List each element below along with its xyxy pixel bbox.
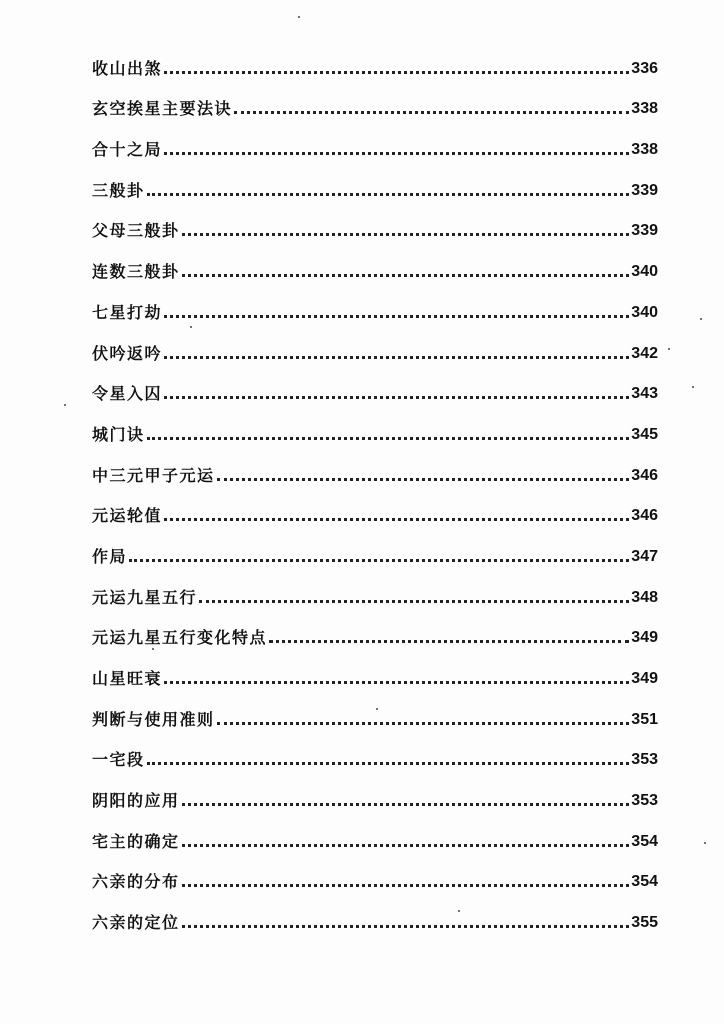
toc-entry[interactable] (92, 571, 658, 612)
toc-entry-title: 玄空挨星主要法诀 (92, 99, 233, 119)
toc-entry-page: 347 (631, 547, 658, 565)
toc-entry-page: 346 (631, 507, 658, 525)
toc-dot-leader (164, 152, 629, 155)
toc-entry-title: 令星入囚 (92, 384, 163, 404)
toc-entry[interactable] (92, 42, 658, 83)
toc-entry[interactable] (92, 734, 658, 775)
toc-entry-page: 340 (631, 303, 658, 321)
table-of-contents (92, 42, 658, 937)
toc-entry-title: 宅主的确定 (92, 831, 180, 851)
toc-entry[interactable] (92, 693, 658, 734)
toc-dot-leader (217, 478, 630, 481)
scan-speck (692, 386, 694, 388)
toc-entry-title: 三般卦 (92, 180, 145, 200)
toc-entry-page: 336 (631, 59, 658, 77)
toc-entry-title: 城门诀 (92, 424, 145, 444)
toc-entry[interactable] (92, 205, 658, 246)
toc-entry[interactable] (92, 449, 658, 490)
toc-entry-title: 元运轮值 (92, 506, 163, 526)
toc-entry-title: 连数三般卦 (92, 262, 180, 282)
toc-dot-leader (182, 884, 630, 887)
toc-dot-leader (164, 315, 629, 318)
toc-entry-title: 元运九星五行 (92, 587, 198, 607)
toc-entry-page: 338 (631, 141, 658, 159)
toc-dot-leader (164, 356, 629, 359)
toc-entry-page: 351 (631, 710, 658, 728)
toc-entry[interactable] (92, 612, 658, 653)
toc-entry-page: 349 (631, 670, 658, 687)
scan-speck (64, 404, 66, 406)
toc-entry[interactable] (92, 652, 658, 693)
toc-dot-leader (269, 640, 629, 643)
toc-entry[interactable] (92, 83, 658, 124)
scan-speck (668, 348, 670, 350)
toc-entry[interactable] (92, 408, 658, 449)
toc-entry[interactable] (92, 368, 658, 409)
toc-dot-leader (182, 844, 630, 847)
scan-speck (152, 648, 154, 650)
toc-entry[interactable] (92, 123, 658, 164)
toc-entry-page: 339 (631, 222, 658, 240)
toc-entry-page: 349 (631, 629, 658, 647)
toc-dot-leader (164, 518, 629, 521)
toc-entry[interactable] (92, 856, 658, 897)
scan-speck (704, 842, 706, 844)
toc-entry-title: 一宅段 (92, 750, 145, 770)
toc-dot-leader (234, 111, 629, 114)
toc-dot-leader (182, 233, 630, 236)
toc-entry-title: 六亲的分布 (92, 872, 180, 892)
toc-entry[interactable] (92, 815, 658, 856)
toc-entry-page: 339 (631, 181, 658, 199)
toc-entry-title: 父母三般卦 (92, 221, 180, 241)
scan-speck (458, 910, 460, 912)
toc-dot-leader (147, 762, 630, 765)
toc-entry-page: 353 (631, 792, 658, 810)
toc-entry-page: 354 (631, 873, 658, 891)
toc-entry-page: 345 (631, 425, 658, 443)
toc-entry-title: 六亲的定位 (92, 913, 180, 933)
toc-entry[interactable] (92, 774, 658, 815)
scan-speck (298, 16, 300, 18)
toc-entry-page: 340 (631, 263, 658, 281)
toc-dot-leader (129, 559, 629, 562)
toc-dot-leader (199, 600, 629, 603)
toc-dot-leader (217, 722, 630, 725)
toc-entry-title: 判断与使用准则 (92, 709, 215, 729)
toc-dot-leader (147, 437, 630, 440)
toc-entry-title: 阴阳的应用 (92, 791, 180, 811)
scan-speck (700, 318, 702, 320)
toc-entry-title: 七星打劫 (92, 302, 163, 322)
toc-entry-page: 342 (631, 344, 658, 362)
toc-entry[interactable] (92, 490, 658, 531)
toc-entry[interactable] (92, 530, 658, 571)
toc-entry-page: 343 (631, 385, 658, 403)
toc-entry-title: 合十之局 (92, 140, 163, 160)
toc-entry-title: 收山出煞 (92, 58, 163, 78)
toc-dot-leader (182, 274, 630, 277)
toc-entry-page: 338 (631, 100, 658, 118)
toc-dot-leader (164, 681, 629, 684)
toc-dot-leader (164, 71, 629, 74)
toc-entry-title: 山星旺衰 (92, 669, 163, 688)
scan-speck (190, 326, 192, 328)
toc-dot-leader (147, 193, 630, 196)
toc-entry[interactable] (92, 327, 658, 368)
toc-entry[interactable] (92, 245, 658, 286)
toc-dot-leader (182, 803, 630, 806)
toc-entry-page: 354 (631, 832, 658, 850)
toc-entry[interactable] (92, 286, 658, 327)
toc-entry[interactable] (92, 164, 658, 205)
toc-entry[interactable] (92, 896, 658, 937)
toc-entry-page: 346 (631, 466, 658, 484)
toc-entry-page: 353 (631, 751, 658, 769)
scan-speck (376, 708, 378, 710)
toc-entry-title: 中三元甲子元运 (92, 465, 215, 485)
toc-dot-leader (182, 925, 630, 928)
toc-entry-title: 作局 (92, 546, 128, 566)
toc-dot-leader (164, 396, 629, 399)
toc-entry-title: 伏吟返吟 (92, 343, 163, 363)
toc-entry-title: 元运九星五行变化特点 (92, 628, 268, 648)
toc-entry-page: 348 (631, 588, 658, 606)
toc-entry-page: 355 (631, 914, 658, 932)
